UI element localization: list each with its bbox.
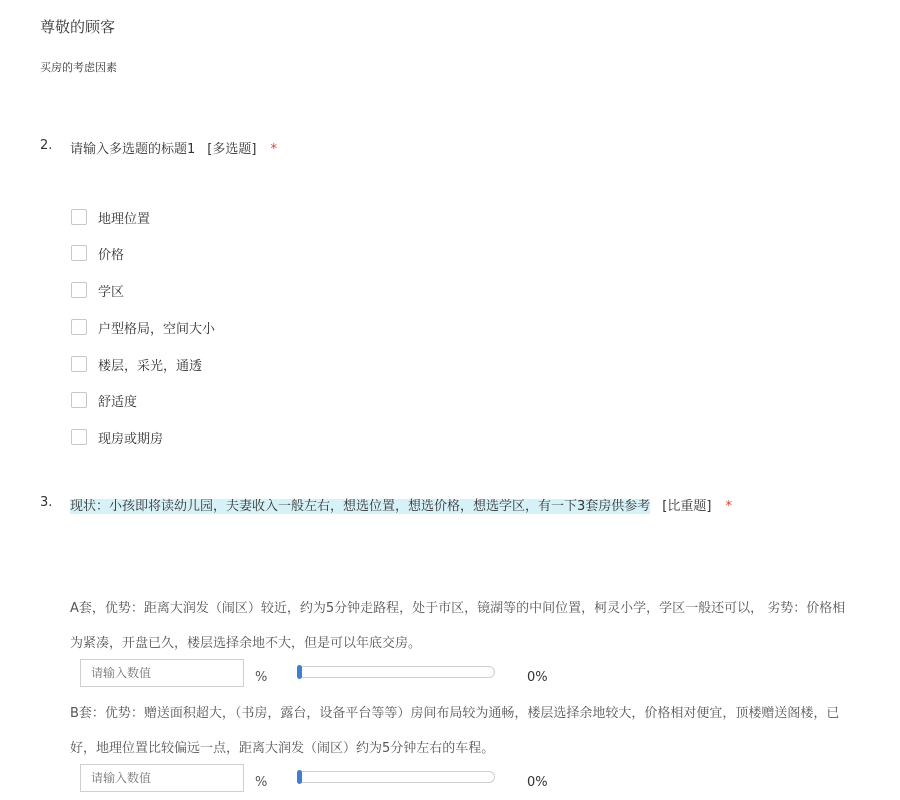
option-label: 舒适度 [98,394,138,410]
option-layout[interactable] [71,317,215,337]
item-b-description-line2: 好，地理位置比较偏远一点，距离大润发（闹区）约为5分钟左右的车程。 [70,741,495,756]
item-a-slider-track[interactable] [297,666,495,678]
question-2-number: 2. [40,138,53,153]
item-b-slider-handle[interactable] [297,770,302,784]
item-a-value-input[interactable] [80,659,244,687]
option-comfort[interactable] [71,390,137,410]
item-a-description-line2: 为紧凑，开盘已久，楼层选择余地不大，但是可以年底交房。 [70,636,422,651]
question-2-title: 请输入多选题的标题1 [70,142,196,157]
item-b-slider-track[interactable] [297,771,495,783]
checkbox[interactable] [71,392,87,408]
survey-subtitle: 买房的考虑因素 [40,61,117,74]
question-3-number: 3. [40,495,53,510]
option-ready-or-presale[interactable] [71,427,163,447]
item-b-percentage: 0% [527,775,548,790]
question-3-title: 现状：小孩即将读幼儿园，夫妻收入一般左右，想选位置，想选价格，想选学区，有一下3套房供参考 [70,499,651,514]
item-a-percentage: 0% [527,670,548,685]
option-label: 户型格局，空间大小 [98,321,216,337]
required-mark: * [725,499,732,514]
item-b-value-input[interactable] [80,764,244,792]
option-label: 学区 [98,284,125,300]
checkbox[interactable] [71,356,87,372]
question-3-type: [比重题] [662,499,712,514]
checkbox[interactable] [71,245,87,261]
survey-greeting: 尊敬的顾客 [40,18,116,36]
checkbox[interactable] [71,282,87,298]
checkbox[interactable] [71,319,87,335]
option-floor[interactable] [71,354,202,374]
required-mark: * [270,142,277,157]
question-2-header [70,138,277,157]
option-label: 价格 [98,247,125,263]
option-price[interactable] [71,243,124,263]
option-label: 现房或期房 [98,431,164,447]
option-location[interactable] [71,207,150,227]
checkbox[interactable] [71,209,87,225]
item-a-unit: % [255,670,268,685]
checkbox[interactable] [71,429,87,445]
item-a-description-line1: A套，优势：距离大润发（闹区）较近，约为5分钟走路程，处于市区，镜湖等的中间位置，柯灵小学，学区一般还可以， 劣势：价格相 [70,601,846,616]
question-3-header [70,495,732,514]
option-label: 地理位置 [98,211,151,227]
item-b-unit: % [255,775,268,790]
item-a-slider-handle[interactable] [297,665,302,679]
option-school-district[interactable] [71,280,124,300]
option-label: 楼层，采光，通透 [98,358,203,374]
question-2-type: [多选题] [207,142,257,157]
item-b-description-line1: B套：优势：赠送面积超大，（书房，露台，设备平台等等）房间布局较为通畅，楼层选择余地较大，价格相对便宜，顶楼赠送阁楼，已 [70,706,840,721]
